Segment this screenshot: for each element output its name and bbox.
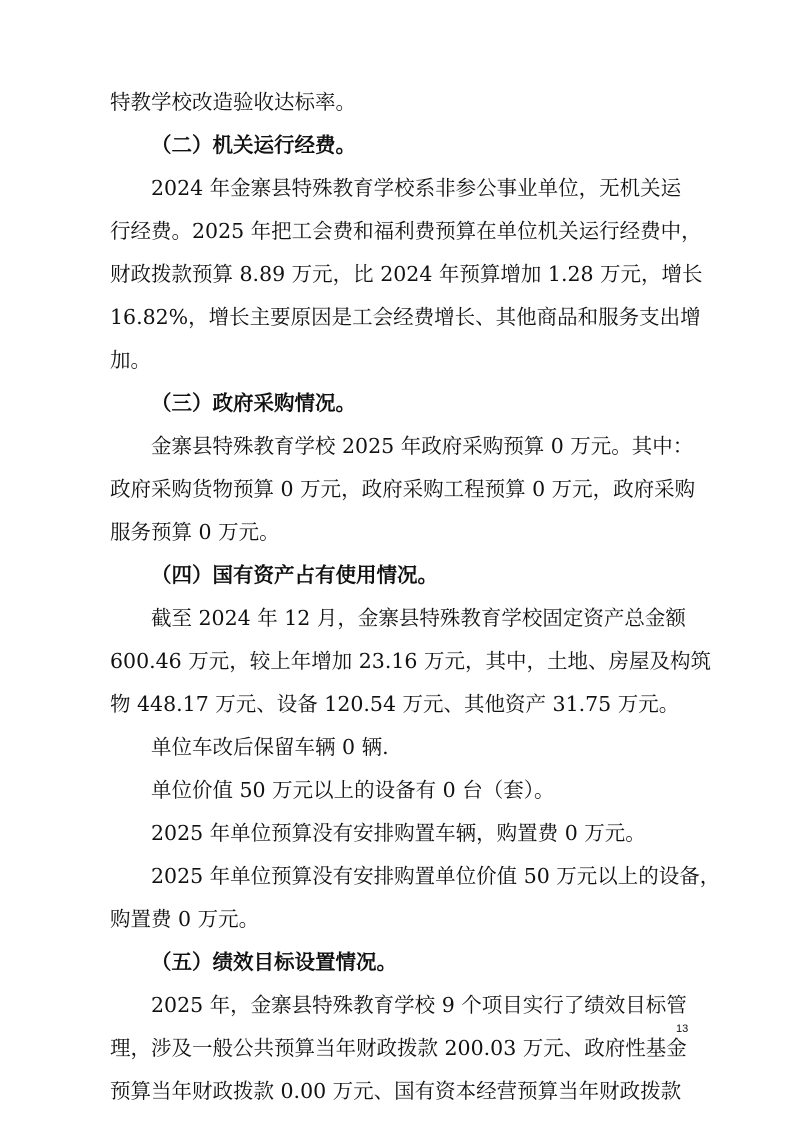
section-heading-2: （二）机关运行经费。 <box>151 133 356 157</box>
body-text-line: 600.46 万元，较上年增加 23.16 万元，其中，土地、房屋及构筑 <box>110 649 711 673</box>
body-text-line: 2025 年单位预算没有安排购置车辆，购置费 0 万元。 <box>151 821 646 845</box>
body-text-line: 预算当年财政拨款 0.00 万元、国有资本经营预算当年财政拨款 <box>110 1079 682 1103</box>
section-heading-3: （三）政府采购情况。 <box>151 391 356 415</box>
body-text-line: 物 448.17 万元、设备 120.54 万元、其他资产 31.75 万元。 <box>110 692 680 716</box>
body-text-line: 理，涉及一般公共预算当年财政拨款 200.03 万元、政府性基金 <box>110 1036 687 1060</box>
body-text-line: 金寨县特殊教育学校 2025 年政府采购预算 0 万元。其中： <box>151 434 694 458</box>
body-text-line: 政府采购货物预算 0 万元，政府采购工程预算 0 万元，政府采购 <box>110 477 696 501</box>
body-text-line: 财政拨款预算 8.89 万元，比 2024 年预算增加 1.28 万元，增长 <box>110 262 703 286</box>
body-text-line: 特教学校改造验收达标率。 <box>110 90 356 114</box>
body-text-line: 加。 <box>110 348 151 372</box>
body-text-line: 截至 2024 年 12 月，金寨县特殊教育学校固定资产总金额 <box>151 606 686 630</box>
body-text-line: 单位车改后保留车辆 0 辆. <box>151 735 389 759</box>
section-heading-4: （四）国有资产占有使用情况。 <box>151 563 438 587</box>
body-text-line: 行经费。2025 年把工会费和福利费预算在单位机关运行经费中， <box>110 219 702 243</box>
body-text-line: 服务预算 0 万元。 <box>110 520 280 544</box>
page-number: 13 <box>676 1023 689 1035</box>
body-text-line: 16.82%，增长主要原因是工会经费增长、其他商品和服务支出增 <box>110 305 701 329</box>
body-text-line: 单位价值 50 万元以上的设备有 0 台（套）。 <box>151 778 555 802</box>
body-text-line: 2025 年单位预算没有安排购置单位价值 50 万元以上的设备， <box>151 864 721 888</box>
section-heading-5: （五）绩效目标设置情况。 <box>151 950 397 974</box>
body-text-line: 2024 年金寨县特殊教育学校系非参公事业单位，无机关运 <box>151 176 682 200</box>
body-text-line: 2025 年，金寨县特殊教育学校 9 个项目实行了绩效目标管 <box>151 993 687 1017</box>
body-text-line: 购置费 0 万元。 <box>110 907 260 931</box>
